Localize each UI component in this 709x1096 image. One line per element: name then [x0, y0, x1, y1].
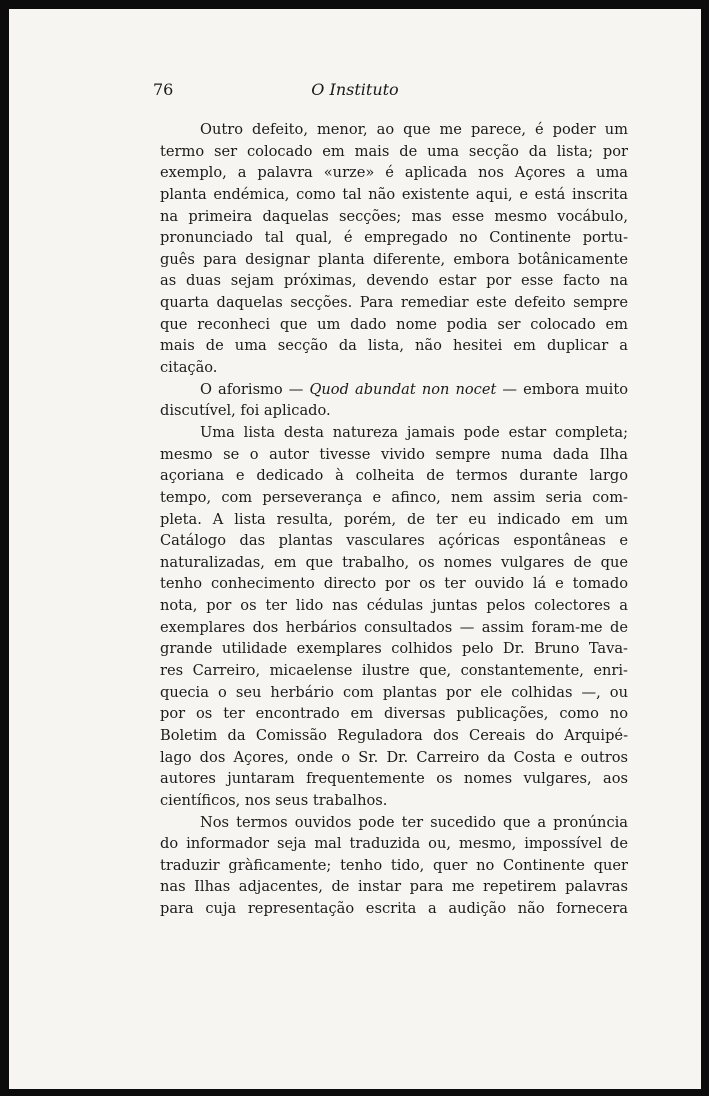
text-line: grande utilidade exemplares colhidos pelo Dr. Bruno Tava- — [160, 640, 628, 658]
text-line: traduzir gràficamente; tenho tido, quer no Continente quer — [160, 856, 628, 874]
text-line: por os ter encontrado em diversas publicações, como no — [160, 705, 628, 723]
text-line: tempo, com perseverança e afinco, nem assim seria com- — [160, 488, 628, 506]
text-line: Outro defeito, menor, ao que me parece, é poder um — [200, 121, 628, 138]
text-line: Boletim da Comissão Reguladora dos Cereais do Arquipé- — [160, 726, 628, 744]
text-line: planta endémica, como tal não existente aqui, e está inscrita — [160, 185, 628, 203]
text-line: as duas sejam próximas, devendo estar por esse facto na — [160, 272, 628, 290]
text-line: para cuja representação escrita a audição não fornecera — [160, 900, 628, 918]
aphorism-tail: — embora muito — [496, 380, 628, 398]
text-line: guês para designar planta diferente, embora botânicamente — [160, 250, 628, 268]
latin-aphorism: Quod abundat non nocet — [309, 380, 497, 398]
aphorism-lead: O aforismo — — [200, 380, 310, 398]
text-line: científicos, nos seus trabalhos. — [160, 791, 388, 809]
text-line: mesmo se o autor tivesse vivido sempre numa dada Ilha — [160, 445, 628, 463]
book-page — [9, 9, 701, 1089]
text-line: discutível, foi aplicado. — [160, 402, 331, 420]
text-line: na primeira daquelas secções; mas esse mesmo vocábulo, — [160, 207, 628, 225]
text-line: Uma lista desta natureza jamais pode estar completa; — [200, 423, 628, 441]
aphorism-line — [160, 379, 628, 401]
text-line: termo ser colocado em mais de uma secção da lista; por — [160, 142, 628, 160]
text-line: Nos termos ouvidos pode ter sucedido que a pronúncia — [200, 813, 628, 831]
text-line: açoriana e dedicado à colheita de termos durante largo — [160, 467, 628, 485]
page-number: 76 — [153, 80, 174, 99]
body-text — [160, 119, 628, 920]
text-line: tenho conhecimento directo por os ter ouvido lá e tomado — [160, 575, 628, 593]
text-line: exemplares dos herbários consultados — assim foram-me de — [160, 618, 628, 636]
page-header — [9, 80, 701, 104]
text-line: Catálogo das plantas vasculares açóricas espontâneas e — [160, 532, 628, 550]
text-line: pleta. A lista resulta, porém, de ter eu indicado em um — [160, 510, 628, 528]
text-line: que reconheci que um dado nome podia ser colocado em — [160, 315, 628, 333]
text-line: res Carreiro, micaelense ilustre que, constantemente, enri- — [160, 662, 628, 680]
text-line: pronunciado tal qual, é empregado no Continente portu- — [160, 229, 628, 247]
text-line: nas Ilhas adjacentes, de instar para me repetirem palavras — [160, 878, 628, 896]
text-line: citação. — [160, 359, 218, 377]
text-line: naturalizadas, em que trabalho, os nomes vulgares de que — [160, 553, 628, 571]
text-line: lago dos Açores, onde o Sr. Dr. Carreiro da Costa e outros — [160, 748, 628, 766]
text-line: do informador seja mal traduzida ou, mesmo, impossível de — [160, 835, 628, 853]
text-line: nota, por os ter lido nas cédulas juntas pelos colectores a — [160, 597, 628, 615]
text-line: quecia o seu herbário com plantas por ele colhidas —, ou — [160, 683, 628, 701]
text-line: autores juntaram frequentemente os nomes vulgares, aos — [160, 770, 628, 788]
text-line: exemplo, a palavra «urze» é aplicada nos Açores a uma — [160, 164, 628, 182]
text-line: quarta daquelas secções. Para remediar este defeito sempre — [160, 294, 628, 312]
running-title: O Instituto — [311, 80, 399, 99]
text-line: mais de uma secção da lista, não hesitei em duplicar a — [160, 337, 628, 355]
